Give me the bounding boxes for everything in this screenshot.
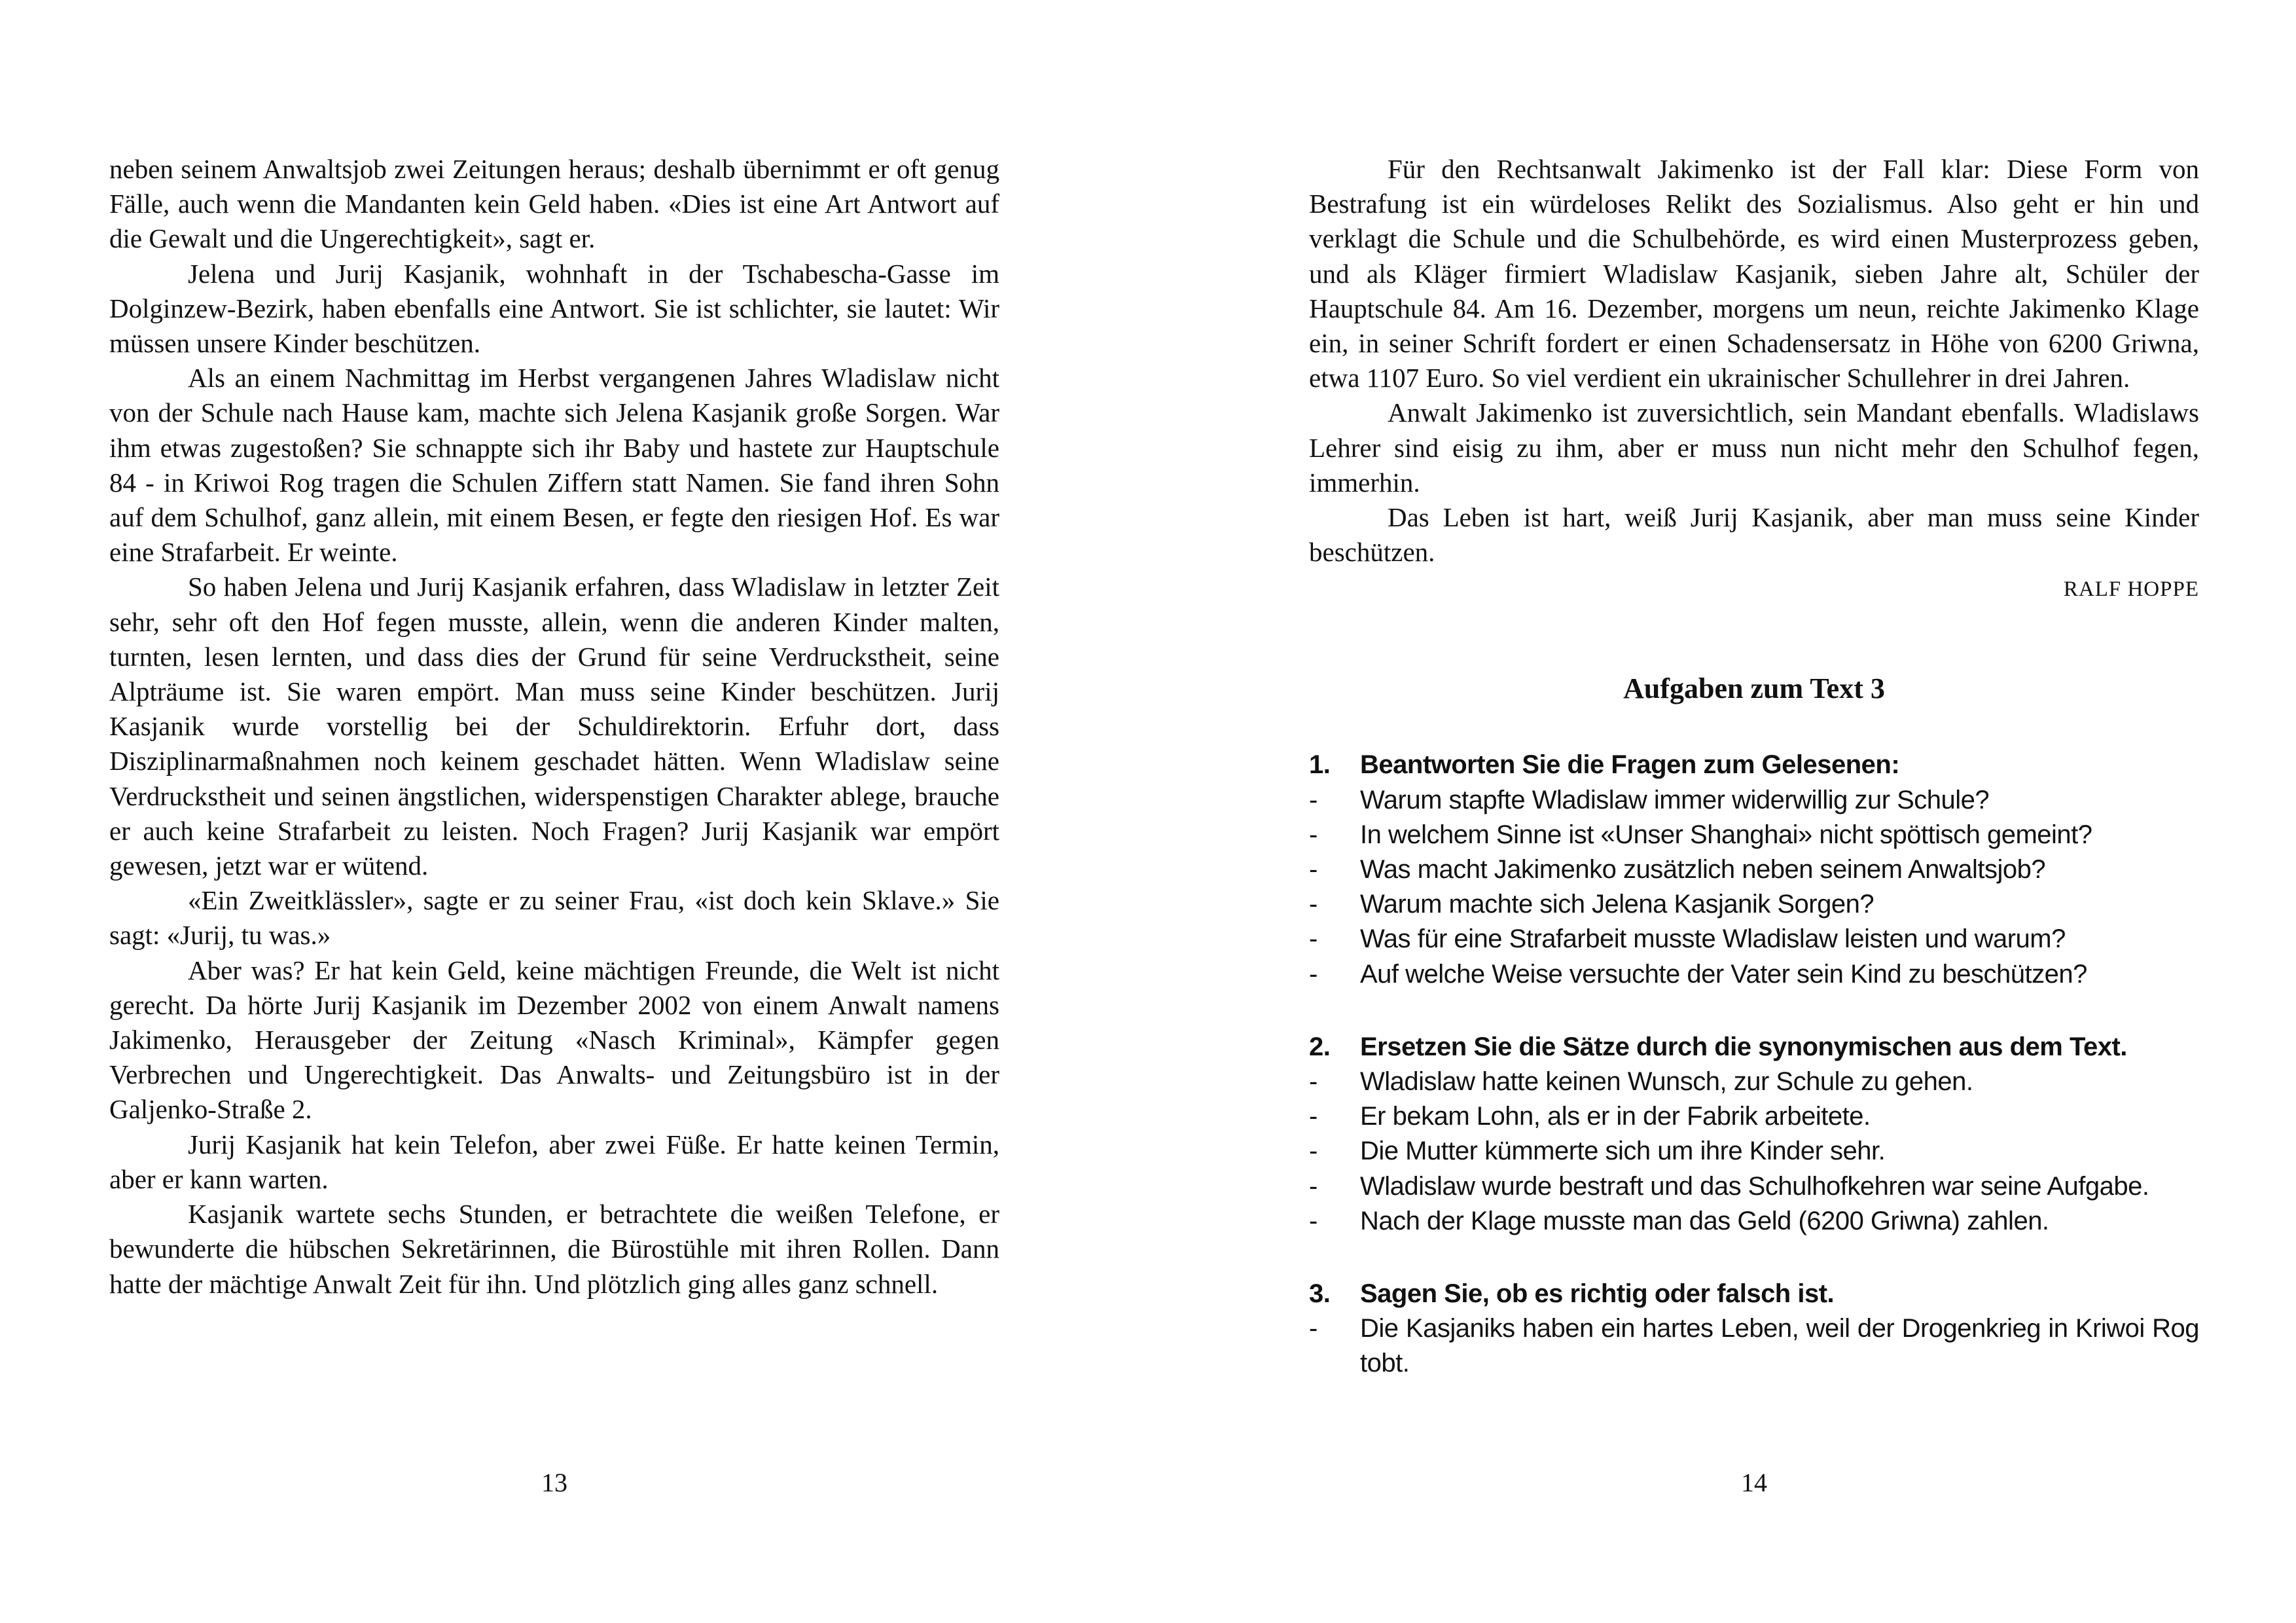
left-paragraph-5: «Ein Zweitklässler», sagte er zu seiner Frau, «ist doch kein Sklave.» Sie sagt: «Jurij, tu was.» [109,885,999,951]
task-number: 2. [1309,1032,1331,1061]
dash-bullet: - [1309,855,1318,884]
left-paragraph-7: Jurij Kasjanik hat kein Telefon, aber zwei Füße. Er hatte keinen Termin, aber er kann warten. [109,1129,999,1194]
left-page [109,152,999,1302]
task-number: 3. [1309,1279,1331,1309]
item-text: Wladislaw hatte keinen Wunsch, zur Schule zu gehen. [1360,1067,1973,1097]
list-item [1309,818,2199,852]
dash-bullet: - [1309,1067,1318,1097]
dash-bullet: - [1309,1206,1318,1235]
list-item [1309,1099,2199,1134]
question-list [1309,783,2199,992]
list-item [1309,852,2199,887]
task-2 [1309,1030,2199,1239]
page-number-right: 14 [1741,1468,1767,1497]
list-item [1309,1065,2199,1099]
task-title-text: Sagen Sie, ob es richtig oder falsch ist. [1360,1279,1835,1309]
left-paragraph-2: Jelena und Jurij Kasjanik, wohnhaft in der Tschabescha-Gasse im Dolginzew-Bezirk, haben ebenfalls eine Antwort. Sie ist schlichter, sie lautet: Wir müssen unsere Kinder beschützen. [109,258,999,359]
dash-bullet: - [1309,820,1318,849]
dash-bullet: - [1309,1137,1318,1166]
item-text: Was für eine Strafarbeit musste Wladislaw leisten und warum? [1360,924,2066,954]
item-text: Er bekam Lohn, als er in der Fabrik arbeitete. [1360,1102,1871,1131]
list-item [1309,1169,2199,1204]
list-item [1309,1134,2199,1169]
page-number-left: 13 [541,1468,567,1497]
left-paragraph-1: neben seinem Anwaltsjob zwei Zeitungen heraus; deshalb übernimmt er oft genug Fälle, auch wenn die Mandanten kein Geld haben. «Dies ist eine Art Antwort auf die Gewalt und die Ungerechtigkeit», sagt er. [109,154,999,254]
right-paragraph-3: Das Leben ist hart, weiß Jurij Kasjanik, aber man muss seine Kinder beschützen. [1309,502,2199,568]
item-text: Die Mutter kümmerte sich um ihre Kinder sehr. [1360,1137,1886,1166]
item-text: Auf welche Weise versuchte der Vater sein Kind zu beschützen? [1360,959,2087,989]
task-title-text: Ersetzen Sie die Sätze durch die synonymischen aus dem Text. [1360,1032,2127,1061]
statement-list [1309,1311,2199,1381]
dash-bullet: - [1309,890,1318,919]
item-text: Was macht Jakimenko zusätzlich neben seinem Anwaltsjob? [1360,855,2046,884]
item-text: Die Kasjaniks haben ein hartes Leben, weil der Drogenkrieg in Kriwoi Rog tobt. [1360,1314,2199,1378]
list-item [1309,887,2199,922]
right-paragraph-2: Anwalt Jakimenko ist zuversichtlich, sein Mandant ebenfalls. Wladislaws Lehrer sind eisig zu ihm, aber er muss nun nicht mehr den Schulhof fegen, immerhin. [1309,397,2199,498]
task-title-text: Beantworten Sie die Fragen zum Gelesenen: [1360,750,1900,780]
item-text: Wladislaw wurde bestraft und das Schulhofkehren war seine Aufgabe. [1360,1171,2149,1201]
task-title [1309,1030,2199,1065]
sentence-list [1309,1065,2199,1239]
dash-bullet: - [1309,785,1318,814]
task-number: 1. [1309,750,1331,780]
author-name: RALF HOPPE [2063,577,2199,602]
dash-bullet: - [1309,1314,1318,1343]
task-1 [1309,748,2199,991]
item-text: Nach der Klage musste man das Geld (6200 Griwna) zahlen. [1360,1206,2049,1235]
left-paragraph-6: Aber was? Er hat kein Geld, keine mächtigen Freunde, die Welt ist nicht gerecht. Da hörte Jurij Kasjanik im Dezember 2002 von einem Anwalt namens Jakimenko, Herausgeber der Zeitung «Nasch Kriminal», Kämpfer gegen Verbrechen und Ungerechtigkeit. Das Anwalts- und Zeitungsbüro ist in der Galjenko-Straße 2. [109,955,999,1125]
dash-bullet: - [1309,924,1318,954]
task-title [1309,748,2199,782]
item-text: Warum stapfte Wladislaw immer widerwillig zur Schule? [1360,785,1990,814]
list-item [1309,1311,2199,1381]
left-paragraph-3: Als an einem Nachmittag im Herbst vergangenen Jahres Wladislaw nicht von der Schule nach Hause kam, machte sich Jelena Kasjanik große Sorgen. War ihm etwas zugestoßen? Sie schnappte sich ihr Baby und hastete zur Hauptschule 84 - in Kriwoi Rog tragen die Schulen Ziffern statt Namen. Sie fand ihren Sohn auf dem Schulhof, ganz allein, mit einem Besen, er fegte den riesigen Hof. Es war eine Strafarbeit. Er weinte. [109,363,999,568]
item-text: Warum machte sich Jelena Kasjanik Sorgen? [1360,890,1874,919]
dash-bullet: - [1309,1102,1318,1131]
right-page [1309,152,2199,1381]
right-paragraph-1: Für den Rechtsanwalt Jakimenko ist der Fall klar: Diese Form von Bestrafung ist ein würdeloses Relikt des Sozialismus. Also geht er hin und verklagt die Schule und die Schulbehörde, es wird einen Musterprozess geben, und als Kläger firmiert Wladislaw Kasjanik, sieben Jahre alt, Schüler der Hauptschule 84. Am 16. Dezember, morgens um neun, reichte Jakimenko Klage ein, in seiner Schrift fordert er einen Schadensersatz in Höhe von 6200 Griwna, etwa 1107 Euro. So viel verdient ein ukrainischer Schullehrer in drei Jahren. [1309,154,2199,393]
task-title [1309,1277,2199,1311]
list-item [1309,783,2199,818]
left-paragraph-4: So haben Jelena und Jurij Kasjanik erfahren, dass Wladislaw in letzter Zeit sehr, sehr oft den Hof fegen musste, allein, wenn die anderen Kinder malten, turnten, lesen lernten, und dass dies der Grund für seine Verdrucksthеit, seine Alpträume ist. Sie waren empört. Man muss seine Kinder beschützen. Jurij Kasjanik wurde vorstellig bei der Schuldirektorin. Erfuhr dort, dass Disziplinarmaßnahmen noch keinem geschadet hätten. Wenn Wladislaw seine Verdrucksthеit und seinen ängstlichen, widerspenstigen Charakter ablege, brauche er auch keine Strafarbeit zu leisten. Noch Fragen? Jurij Kasjanik war empört gewesen, jetzt war er wütend. [109,572,999,881]
item-text: In welchem Sinne ist «Unser Shanghai» nicht spöttisch gemeint? [1360,820,2092,849]
list-item [1309,957,2199,992]
dash-bullet: - [1309,1171,1318,1201]
list-item [1309,922,2199,957]
dash-bullet: - [1309,959,1318,989]
left-paragraph-8: Kasjanik wartete sechs Stunden, er betrachtete die weißen Telefone, er bewunderte die hübschen Sekretärinnen, die Bürostühle mit ihren Rollen. Dann hatte der mächtige Anwalt Zeit für ihn. Und plötzlich ging alles ganz schnell. [109,1199,999,1299]
list-item [1309,1204,2199,1239]
exercises-heading: Aufgaben zum Text 3 [1623,672,1885,705]
task-3 [1309,1277,2199,1381]
